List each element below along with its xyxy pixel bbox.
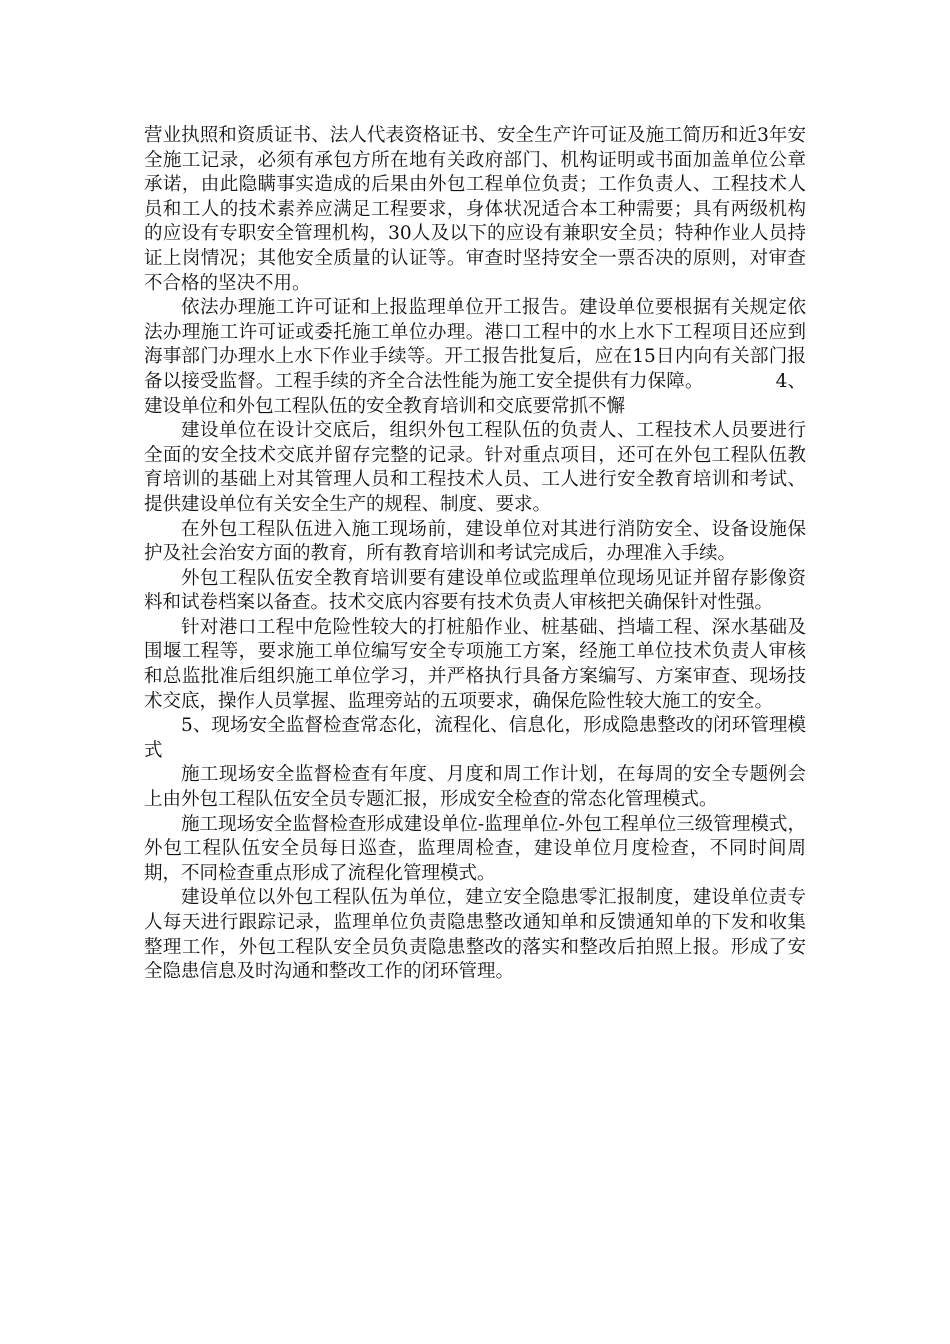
- document-body: [144, 124, 806, 985]
- section-heading-5: 5、现场安全监督检查常态化，流程化、信息化，形成隐患整改的闭环管理模式: [144, 715, 806, 761]
- paragraph-2-text: 依法办理施工许可证和上报监理单位开工报告。建设单位要根据有关规定依法办理施工许可证或委托施工单位办理。港口工程中的水上水下工程项目还应到海事部门办理水上水下作业手续等。开工报告批复后，应在15日内向有关部门报备以接受监督。工程手续的齐全合法性能为施工安全提供有力保障。: [144, 297, 806, 392]
- section-heading-4: 4、建设单位和外包工程队伍的安全教育培训和交底要常抓不懈: [144, 370, 806, 417]
- paragraph-5: 外包工程队伍安全教育培训要有建设单位或监理单位现场见证并留存影像资料和试卷档案以备查。技术交底内容要有技术负责人审核把关确保针对性强。: [144, 567, 806, 614]
- paragraph-4: 在外包工程队伍进入施工现场前，建设单位对其进行消防安全、设备设施保护及社会治安方面的教育，所有教育培训和考试完成后，办理准入手续。: [144, 518, 806, 565]
- paragraph-1: 营业执照和资质证书、法人代表资格证书、安全生产许可证及施工简历和近3年安全施工记录，必须有承包方所在地有关政府部门、机构证明或书面加盖单位公章承诺，由此隐瞒事实造成的后果由外包工程单位负责；工作负责人、工程技术人员和工人的技术素养应满足工程要求，身体状况适合本工种需要；具有两级机构的应设有专职安全管理机构，30人及以下的应设有兼职安全员；特种作业人员持证上岗情况；其他安全质量的认证等。审查时坚持安全一票否决的原则，对审查不合格的坚决不用。: [144, 125, 806, 294]
- paragraph-3: 建设单位在设计交底后，组织外包工程队伍的负责人、工程技术人员要进行全面的安全技术交底并留存完整的记录。针对重点项目，还可在外包工程队伍教育培训的基础上对其管理人员和工程技术人员、工人进行安全教育培训和考试、提供建设单位有关安全生产的规程、制度、要求。: [144, 420, 806, 515]
- paragraph-6: 针对港口工程中危险性较大的打桩船作业、桩基础、挡墙工程、深水基础及围堰工程等，要求施工单位编写安全专项施工方案，经施工单位技术负责人审核和总监批准后组织施工单位学习，并严格执行具备方案编写、方案审查、现场技术交底，操作人员掌握、监理旁站的五项要求，确保危险性较大施工的安全。: [144, 616, 806, 712]
- paragraph-8: 施工现场安全监督检查形成建设单位-监理单位-外包工程单位三级管理模式，外包工程队伍安全员每日巡查，监理周检查，建设单位月度检查，不同时间周期，不同检查重点形成了流程化管理模式。: [144, 813, 806, 884]
- paragraph-2: [144, 296, 806, 419]
- paragraph-7: 施工现场安全监督检查有年度、月度和周工作计划，在每周的安全专题例会上由外包工程队伍安全员专题汇报，形成安全检查的常态化管理模式。: [144, 764, 806, 811]
- paragraph-9: 建设单位以外包工程队伍为单位，建立安全隐患零汇报制度，建设单位责专人每天进行跟踪记录，监理单位负责隐患整改通知单和反馈通知单的下发和收集整理工作，外包工程队安全员负责隐患整改的落实和整改后拍照上报。形成了安全隐患信息及时沟通和整改工作的闭环管理。: [144, 887, 806, 983]
